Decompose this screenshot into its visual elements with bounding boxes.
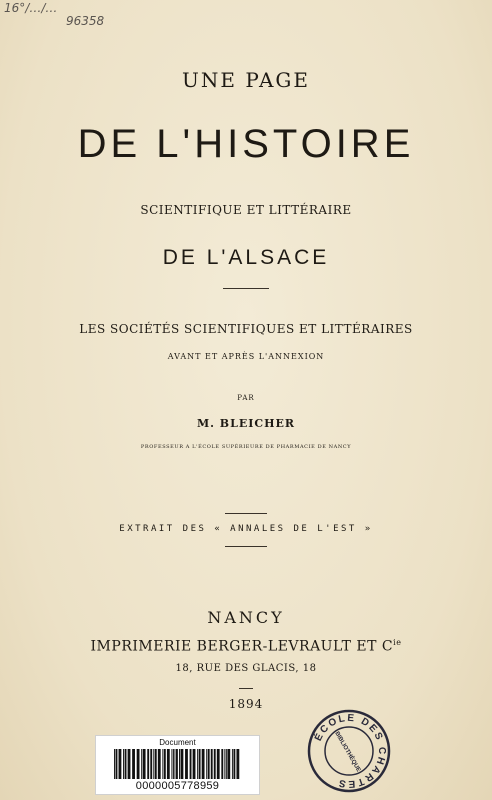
barcode-bar	[193, 749, 196, 779]
title-line-1: UNE PAGE	[182, 68, 310, 92]
barcode-bar	[179, 749, 180, 779]
barcode-label-sticker	[95, 735, 260, 795]
barcode-bar	[199, 749, 201, 779]
author-name: M. BLEICHER	[196, 417, 296, 430]
barcode-bar	[171, 749, 172, 779]
extract-note: EXTRAIT DES « ANNALES DE L'EST »	[119, 524, 373, 534]
library-stamp-icon	[304, 708, 394, 794]
barcode-bar	[141, 749, 142, 779]
barcode-bar	[155, 749, 157, 779]
barcode-bar	[214, 749, 216, 779]
subtitle-line-1: LES SOCIÉTÉS SCIENTIFIQUES ET LITTÉRAIRES	[79, 322, 413, 336]
divider-4	[239, 688, 253, 689]
title-line-3: SCIENTIFIQUE ET LITTÉRAIRE	[140, 203, 352, 217]
publisher-name-sup: ie	[393, 638, 402, 647]
barcode-icon	[114, 749, 241, 779]
barcode-bar	[164, 749, 166, 779]
barcode-bar	[158, 749, 161, 779]
author-role: PROFESSEUR A L'ÉCOLE SUPÉRIEURE DE PHARMACIE DE NANCY	[140, 444, 352, 450]
subtitle-line-2: AVANT ET APRÈS L'ANNEXION	[167, 352, 325, 361]
barcode-bar	[167, 749, 170, 779]
stamp-ring-text: ÉCOLE DES CHARTES	[313, 712, 388, 790]
barcode-bar	[114, 749, 115, 779]
publisher-city: NANCY	[207, 608, 285, 627]
title-line-4: DE L'ALSACE	[162, 246, 330, 269]
barcode-bar	[125, 749, 127, 779]
barcode-bar	[176, 749, 178, 779]
author-par: PAR	[237, 394, 255, 402]
barcode-bar	[236, 749, 239, 779]
barcode-bar	[119, 749, 122, 779]
barcode-number: 0000005778959	[135, 780, 220, 792]
barcode-bar	[224, 749, 225, 779]
stamp-center-text: BIBLIOTHÈQUE	[333, 730, 362, 774]
barcode-label: Document	[159, 738, 196, 747]
handwritten-shelfmark	[4, 2, 104, 28]
barcode-bar	[174, 749, 175, 779]
barcode-bar	[217, 749, 220, 779]
divider-2	[225, 513, 267, 514]
barcode-bar	[137, 749, 140, 779]
publisher-name	[0, 638, 492, 655]
publisher-address: 18, RUE DES GLACIS, 18	[175, 663, 317, 674]
barcode-bar	[197, 749, 198, 779]
barcode-bar	[150, 749, 152, 779]
barcode-bar	[206, 749, 207, 779]
barcode-bar	[233, 749, 235, 779]
barcode-bar	[153, 749, 154, 779]
barcode-bar	[185, 749, 188, 779]
barcode-bar	[226, 749, 227, 779]
handwritten-line-1: 16°/…/…	[4, 1, 58, 15]
barcode-bar	[232, 749, 233, 779]
barcode-bar	[147, 749, 149, 779]
barcode-bar	[116, 749, 118, 779]
barcode-bar	[143, 749, 146, 779]
divider-3	[225, 546, 267, 547]
barcode-bar	[128, 749, 131, 779]
barcode-bar	[123, 749, 124, 779]
barcode-bar	[221, 749, 223, 779]
publication-year: 1894	[228, 697, 264, 711]
barcode-bar	[162, 749, 163, 779]
barcode-bar	[190, 749, 192, 779]
title-main: DE L'HISTOIRE	[77, 122, 415, 166]
publisher-name-text: IMPRIMERIE BERGER-LEVRAULT ET C	[90, 638, 394, 655]
handwritten-line-2: 96358	[66, 14, 105, 28]
barcode-bar	[173, 749, 174, 779]
divider-1	[223, 288, 269, 289]
barcode-bar	[211, 749, 213, 779]
barcode-bar	[227, 749, 230, 779]
barcode-bar	[181, 749, 184, 779]
barcode-bar	[132, 749, 135, 779]
barcode-bar	[208, 749, 210, 779]
barcode-bar	[202, 749, 205, 779]
